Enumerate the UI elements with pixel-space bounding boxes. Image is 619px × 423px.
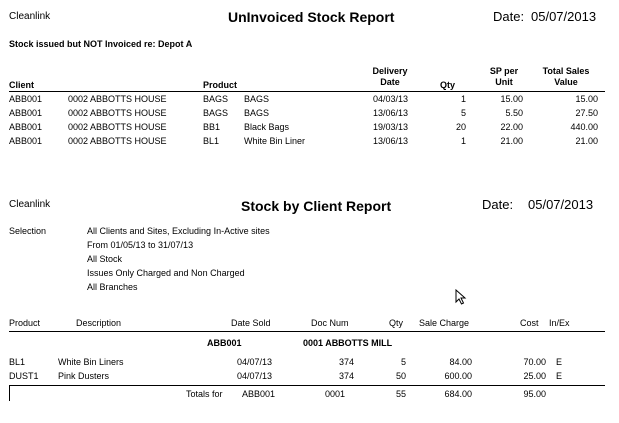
cell-sp: 21.00 [500, 136, 523, 146]
header-divider [9, 331, 605, 332]
company-name: Cleanlink [9, 199, 51, 210]
totals-qty: 55 [395, 389, 406, 399]
cell-description: White Bin Liners [58, 357, 124, 367]
cell-code: BAGS [203, 108, 229, 118]
report-date: 05/07/2013 [531, 9, 597, 24]
cell-product: DUST1 [9, 371, 39, 381]
cell-code: BB1 [203, 122, 221, 132]
report-title: UnInvoiced Stock Report [228, 9, 395, 25]
selection-line: All Branches [87, 282, 138, 292]
cell-site: 0002 ABBOTTS HOUSE [68, 136, 167, 146]
column-header-cost: Cost [520, 318, 539, 328]
cell-cost: 25.00 [523, 371, 546, 381]
column-header-qty: Qty [440, 80, 456, 90]
cell-qty: 5 [460, 108, 466, 118]
cell-product: White Bin Liner [244, 136, 306, 146]
cell-sale: 84.00 [449, 357, 472, 367]
cell-total: 15.00 [575, 94, 598, 104]
cell-doc: 374 [338, 371, 354, 381]
cell-site: 0002 ABBOTTS HOUSE [68, 108, 167, 118]
totals-label: Totals for [186, 389, 223, 399]
cell-date: 04/03/13 [372, 94, 408, 104]
cell-qty: 50 [395, 371, 406, 381]
totals-doc: 0001 [325, 389, 346, 399]
column-header-qty: Qty [389, 318, 404, 328]
column-header-sp: SP per [489, 66, 519, 76]
cell-product: Black Bags [244, 122, 290, 132]
cell-sp: 5.50 [505, 108, 523, 118]
totals-sale: 684.00 [444, 389, 472, 399]
cell-product: BAGS [244, 94, 270, 104]
cell-code: BAGS [203, 94, 229, 104]
column-header-doc-num: Doc Num [311, 318, 349, 328]
mouse-pointer-icon [455, 289, 467, 305]
cell-total: 21.00 [575, 136, 598, 146]
selection-line: All Stock [87, 254, 123, 264]
column-header-total: Total Sales [542, 66, 590, 76]
cell-client: ABB001 [9, 136, 43, 146]
cell-date: 13/06/13 [372, 136, 408, 146]
cell-site: 0002 ABBOTTS HOUSE [68, 122, 167, 132]
column-header-delivery-date: Date [380, 77, 400, 87]
cell-client: ABB001 [9, 94, 43, 104]
column-header-description: Description [76, 318, 122, 328]
cell-qty: 1 [460, 94, 466, 104]
cell-qty: 5 [400, 357, 406, 367]
cell-date: 04/07/13 [236, 357, 272, 367]
company-name: Cleanlink [9, 11, 51, 22]
header-divider [9, 91, 605, 92]
cell-date: 04/07/13 [236, 371, 272, 381]
date-label: Date: [482, 197, 514, 212]
cell-sp: 22.00 [500, 122, 523, 132]
cell-qty: 1 [460, 136, 466, 146]
column-header-date-sold: Date Sold [231, 318, 271, 328]
column-header-delivery: Delivery [372, 66, 408, 76]
group-site: 0001 ABBOTTS MILL [303, 338, 393, 348]
cell-code: BL1 [203, 136, 220, 146]
cell-sale: 600.00 [444, 371, 472, 381]
totals-cost: 95.00 [523, 389, 546, 399]
cell-site: 0002 ABBOTTS HOUSE [68, 94, 167, 104]
column-header-sale-charge: Sale Charge [419, 318, 470, 328]
cell-product: BAGS [244, 108, 270, 118]
totals-client: ABB001 [242, 389, 276, 399]
report-title: Stock by Client Report [241, 198, 392, 214]
cell-inex: E [556, 357, 563, 367]
cell-client: ABB001 [9, 122, 43, 132]
selection-label: Selection [9, 226, 47, 236]
report-date: 05/07/2013 [528, 197, 594, 212]
report-subtitle: Stock issued but NOT Invoiced re: Depot A [9, 39, 193, 49]
column-header-value: Value [554, 77, 578, 87]
column-header-inex: In/Ex [549, 318, 570, 328]
cell-description: Pink Dusters [58, 371, 110, 381]
group-client: ABB001 [207, 338, 242, 348]
column-header-product: Product [9, 318, 41, 328]
cell-doc: 374 [338, 357, 354, 367]
totals-left-border [9, 385, 10, 401]
cell-qty: 20 [455, 122, 466, 132]
column-header-unit: Unit [495, 77, 513, 87]
cell-cost: 70.00 [523, 357, 546, 367]
selection-line: From 01/05/13 to 31/07/13 [87, 240, 194, 250]
selection-line: All Clients and Sites, Excluding In-Active sites [87, 226, 270, 236]
cell-total: 27.50 [575, 108, 598, 118]
column-header-client: Client [9, 80, 35, 90]
selection-line: Issues Only Charged and Non Charged [87, 268, 245, 278]
date-label: Date: [493, 9, 525, 24]
totals-divider [9, 385, 605, 386]
cell-inex: E [556, 371, 563, 381]
column-header-product: Product [203, 80, 238, 90]
cell-total: 440.00 [570, 122, 598, 132]
cell-date: 13/06/13 [372, 108, 408, 118]
cell-sp: 15.00 [500, 94, 523, 104]
cell-product: BL1 [9, 357, 26, 367]
cell-client: ABB001 [9, 108, 43, 118]
cell-date: 19/03/13 [372, 122, 408, 132]
